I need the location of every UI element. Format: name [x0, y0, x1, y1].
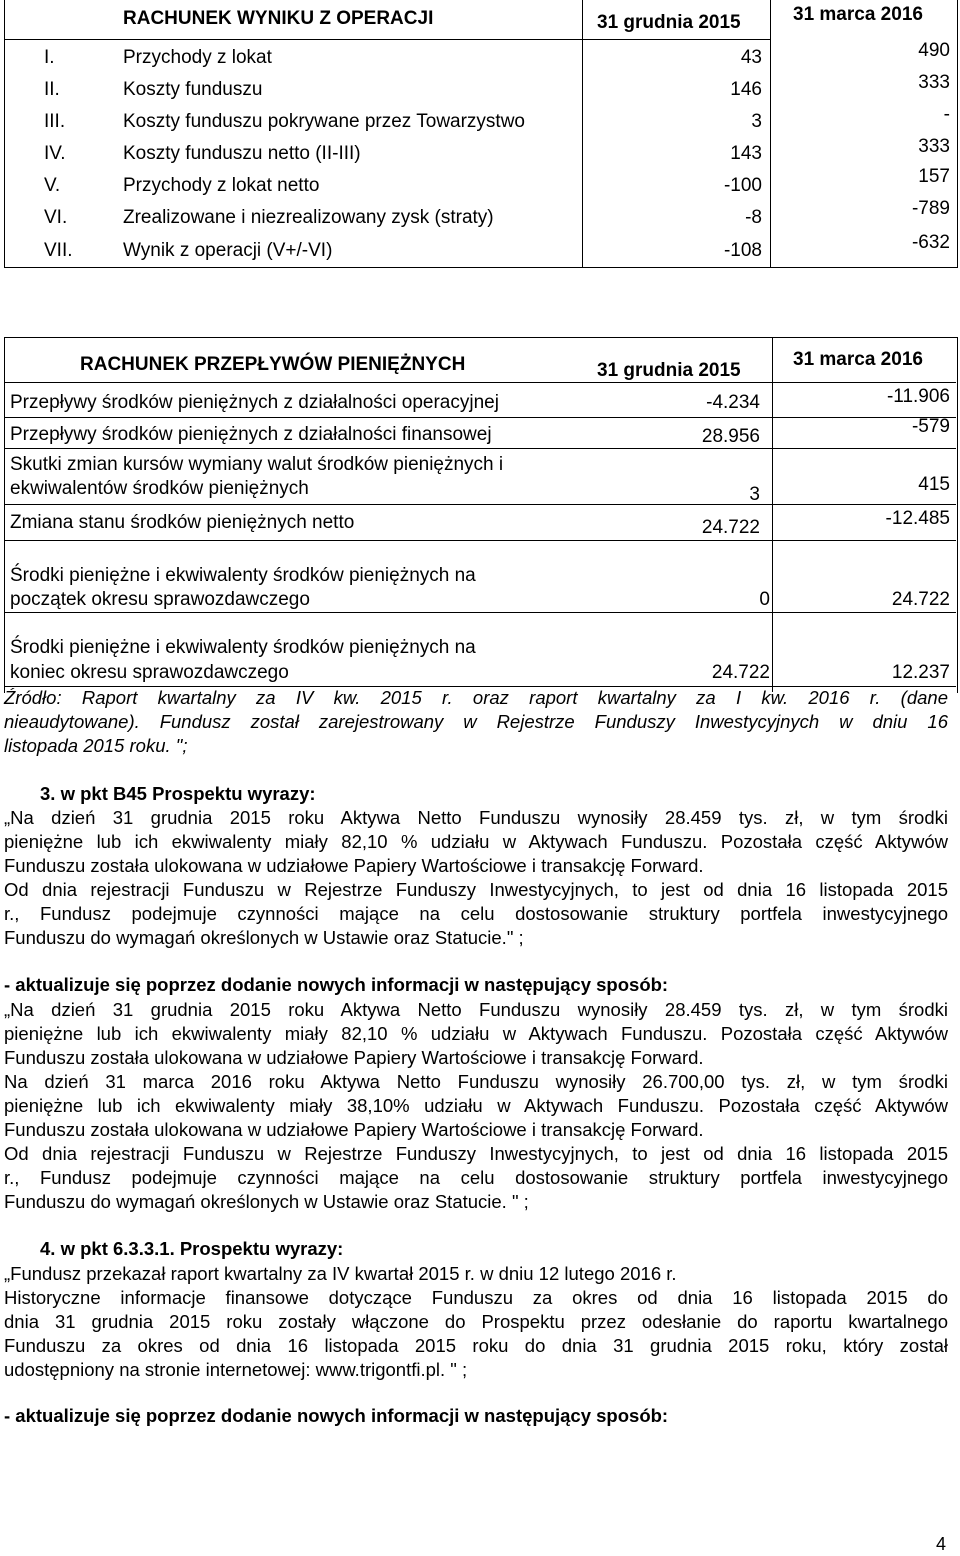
- cashflow-start-v1: 0: [759, 589, 770, 610]
- update-heading-1: - aktualizuje się poprzez dodanie nowych informacji w następujący sposób:: [4, 974, 669, 995]
- text-line: pieniężne lub ich ekwiwalenty miały 82,10 % udziału w Aktywach Funduszu. Pozostała część Aktywów: [4, 831, 948, 852]
- text-line: pieniężne lub ich ekwiwalenty miały 38,10% udziału w Aktywach Funduszu. Pozostała część Aktywów: [4, 1095, 948, 1116]
- cashflow-rule-5: [4, 612, 956, 613]
- text-line: „Fundusz przekazał raport kwartalny za IV kwartał 2015 r. w dniu 12 lutego 2016 r.: [4, 1263, 677, 1284]
- cashflow-row-v1: 28.956: [701, 426, 760, 447]
- cashflow-row-label-2: ekwiwalentów środków pieniężnych: [10, 478, 309, 499]
- income-row-v2: -789: [911, 198, 950, 219]
- cashflow-row-label: Przepływy środków pieniężnych z działalności finansowej: [10, 424, 492, 445]
- income-col2-header: 31 marca 2016: [793, 4, 923, 25]
- cashflow-col1-header: 31 grudnia 2015: [597, 360, 741, 381]
- income-row-v2: -: [943, 104, 950, 125]
- cashflow-row-v2: 415: [918, 474, 950, 495]
- income-header-rule: [4, 39, 771, 40]
- text-line: Funduszu do wymagań określonych w Ustawie oraz Statucie." ;: [4, 927, 524, 948]
- cashflow-row-v1: 3: [749, 484, 760, 505]
- text-line: udostępniony na stronie internetowej: www.trigontfi.pl. " ;: [4, 1359, 468, 1380]
- text-line: r., Fundusz podejmuje czynności mające na celu dostosowanie struktury portfela inwestycyjnego: [4, 903, 948, 924]
- item4-heading: 4. w pkt 6.3.3.1. Prospektu wyrazy:: [40, 1238, 344, 1259]
- income-row-number: II.: [44, 79, 60, 100]
- income-divider-1: [582, 0, 583, 267]
- cashflow-title: RACHUNEK PRZEPŁYWÓW PIENIĘŻNYCH: [80, 354, 466, 375]
- text-line: Na dzień 31 marca 2016 roku Aktywa Netto Funduszu wynosiły 26.700,00 tys. zł, w tym środki: [4, 1071, 948, 1092]
- income-row-number: III.: [44, 111, 66, 132]
- source-note: [4, 686, 948, 758]
- update-heading-2: - aktualizuje się poprzez dodanie nowych informacji w następujący sposób:: [4, 1405, 669, 1426]
- income-row-v2: 333: [918, 72, 950, 93]
- item3-new-text: [4, 998, 948, 1214]
- text-line: „Na dzień 31 grudnia 2015 roku Aktywa Netto Funduszu wynosiły 28.459 tys. zł, w tym środki: [4, 807, 948, 828]
- cashflow-row-v1: -4.234: [706, 392, 760, 413]
- cashflow-start-label: Środki pieniężne i ekwiwalenty środków pieniężnych na: [10, 565, 476, 586]
- income-row-v1: -108: [723, 240, 762, 261]
- income-col1-header: 31 grudnia 2015: [597, 12, 741, 33]
- income-row-v2: 333: [918, 136, 950, 157]
- income-row-label: Zrealizowane i niezrealizowany zysk (straty): [123, 207, 494, 228]
- cashflow-rule-3: [4, 504, 956, 505]
- item3-original-text: [4, 806, 948, 950]
- income-row-number: IV.: [44, 143, 66, 164]
- income-row-number: VII.: [44, 240, 73, 261]
- item3-heading: 3. w pkt B45 Prospektu wyrazy:: [40, 783, 316, 804]
- text-line: Od dnia rejestracji Funduszu w Rejestrze Funduszy Inwestycyjnych, to jest od dnia 16 listopada 2015: [4, 1143, 948, 1164]
- cashflow-divider: [772, 337, 773, 692]
- cashflow-row-v2: -11.906: [886, 386, 950, 407]
- cashflow-start-v2: 24.722: [891, 589, 950, 610]
- income-row-label: Koszty funduszu: [123, 79, 263, 100]
- income-row-label: Wynik z operacji (V+/-VI): [123, 240, 333, 261]
- cashflow-row-label: Zmiana stanu środków pieniężnych netto: [10, 512, 355, 533]
- income-row-v2: -632: [911, 232, 950, 253]
- source-line: Źródło: Raport kwartalny za IV kw. 2015 r. oraz raport kwartalny za I kw. 2016 r. (dane: [4, 687, 948, 708]
- income-row-number: I.: [44, 47, 55, 68]
- cashflow-rule-2: [4, 448, 956, 449]
- text-line: Historyczne informacje finansowe dotyczące Funduszu za okres od dnia 16 listopada 2015 do: [4, 1287, 948, 1308]
- income-divider-2: [770, 0, 771, 267]
- cashflow-end-v1: 24.722: [711, 662, 770, 683]
- text-line: r., Fundusz podejmuje czynności mające na celu dostosowanie struktury portfela inwestycyjnego: [4, 1167, 948, 1188]
- cashflow-col2-header: 31 marca 2016: [793, 349, 923, 370]
- income-row-label: Przychody z lokat: [123, 47, 272, 68]
- text-line: Funduszu została ulokowana w udziałowe Papiery Wartościowe i transakcję Forward.: [4, 855, 704, 876]
- cashflow-rule-4: [4, 540, 956, 541]
- income-row-v2: 157: [918, 166, 950, 187]
- cashflow-row-v2: -12.485: [885, 508, 950, 529]
- item4-text: [4, 1262, 948, 1382]
- income-row-label: Przychody z lokat netto: [123, 175, 320, 196]
- text-line: Funduszu za okres od dnia 16 listopada 2015 roku do dnia 31 grudnia 2015 roku, który został: [4, 1335, 948, 1356]
- cashflow-row-label: Przepływy środków pieniężnych z działalności operacyjnej: [10, 392, 499, 413]
- income-row-v1: -8: [745, 207, 762, 228]
- cashflow-end-v2: 12.237: [891, 662, 950, 683]
- income-row-v2: 490: [918, 40, 950, 61]
- text-line: dnia 31 grudnia 2015 roku zostały włączone do Prospektu przez odesłanie do raportu kwartalnego: [4, 1311, 948, 1332]
- page-number: 4: [936, 1534, 947, 1554]
- cashflow-start-label-2: początek okresu sprawozdawczego: [10, 589, 310, 610]
- income-row-v1: 3: [751, 111, 762, 132]
- text-line: Od dnia rejestracji Funduszu w Rejestrze Funduszy Inwestycyjnych, to jest od dnia 16 listopada 2015: [4, 879, 948, 900]
- cashflow-end-label-2: koniec okresu sprawozdawczego: [10, 662, 289, 683]
- source-line: nieaudytowane). Fundusz został zarejestrowany w Rejestrze Funduszy Inwestycyjnych w dniu 16: [4, 711, 948, 732]
- income-title: RACHUNEK WYNIKU Z OPERACJI: [123, 8, 434, 29]
- text-line: Funduszu została ulokowana w udziałowe Papiery Wartościowe i transakcję Forward.: [4, 1047, 704, 1068]
- cashflow-rule-0: [4, 382, 956, 383]
- income-row-v1: -100: [723, 175, 762, 196]
- income-row-v1: 146: [730, 79, 762, 100]
- cashflow-row-v1: 24.722: [701, 517, 760, 538]
- text-line: Funduszu została ulokowana w udziałowe Papiery Wartościowe i transakcję Forward.: [4, 1119, 704, 1140]
- income-row-label: Koszty funduszu pokrywane przez Towarzystwo: [123, 111, 525, 132]
- source-line: listopada 2015 roku. ";: [4, 735, 188, 756]
- income-row-number: VI.: [44, 207, 68, 228]
- income-row-v1: 143: [730, 143, 762, 164]
- income-row-number: V.: [44, 175, 61, 196]
- income-row-label: Koszty funduszu netto (II-III): [123, 143, 361, 164]
- text-line: Funduszu do wymagań określonych w Ustawie oraz Statucie. " ;: [4, 1191, 529, 1212]
- cashflow-row-v2: -579: [911, 416, 950, 437]
- text-line: pieniężne lub ich ekwiwalenty miały 82,10 % udziału w Aktywach Funduszu. Pozostała część Aktywów: [4, 1023, 948, 1044]
- cashflow-row-label: Skutki zmian kursów wymiany walut środków pieniężnych i: [10, 454, 504, 475]
- income-row-v1: 43: [740, 47, 762, 68]
- text-line: „Na dzień 31 grudnia 2015 roku Aktywa Netto Funduszu wynosiły 28.459 tys. zł, w tym środki: [4, 999, 948, 1020]
- cashflow-end-label: Środki pieniężne i ekwiwalenty środków pieniężnych na: [10, 637, 476, 658]
